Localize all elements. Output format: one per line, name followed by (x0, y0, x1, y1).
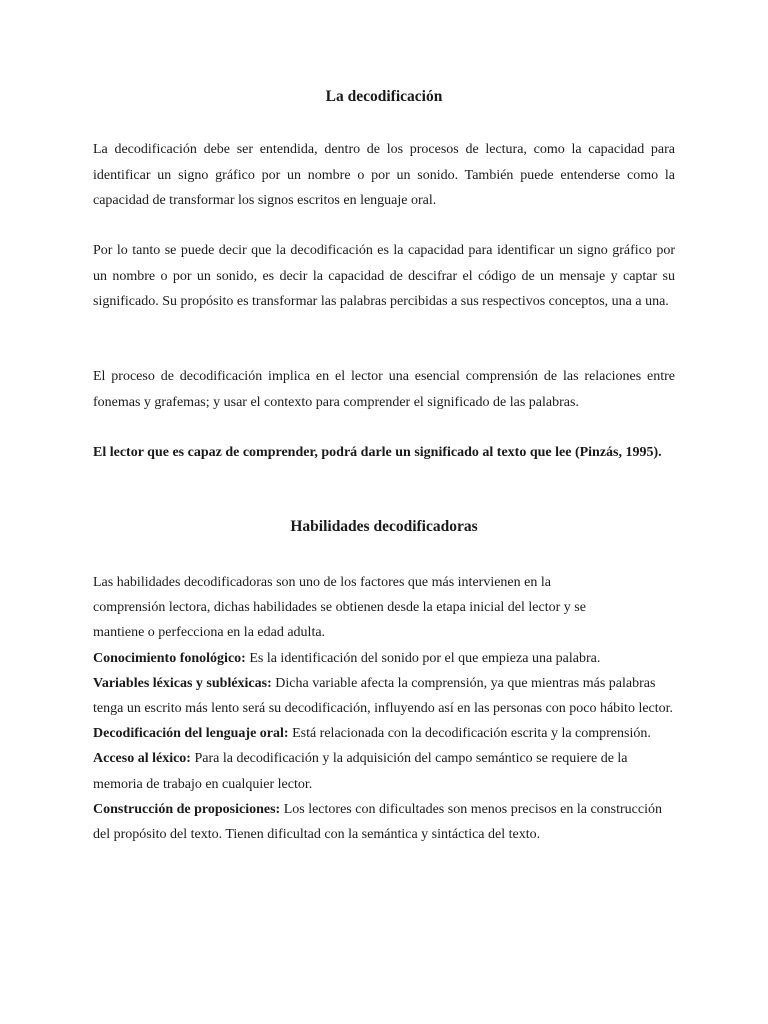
item-text: Es la identificación del sonido por el que empieza una palabra. (245, 650, 601, 666)
item-term: Acceso al léxico: (93, 751, 191, 767)
item-text: Para la decodificación y la adquisición del campo semántico se requiere de la memoria de trabajo en cualquier lector. (93, 751, 628, 792)
section-title: Habilidades decodificadoras (290, 518, 478, 535)
list-item (93, 646, 675, 671)
document-title: La decodificación (325, 88, 443, 105)
paragraph-purpose: Por lo tanto se puede decir que la decodificación es la capacidad para identificar un signo gráfico por un nombre o por un sonido, es decir la capacidad de descifrar el código de un mensaje y captar su significado. Su propósito es transformar las palabras percibidas a sus respectivos conceptos, una a una. (93, 243, 675, 309)
skills-intro: Las habilidades decodificadoras son uno de los factores que más intervienen en la comprensión lectora, dichas habilidades se obtienen desde la etapa inicial del lector y se mantiene o perfecciona en la edad adulta. (93, 575, 586, 641)
item-term: Decodificación del lenguaje oral: (93, 726, 289, 742)
paragraph-definition: La decodificación debe ser entendida, dentro de los procesos de lectura, como la capacidad para identificar un signo gráfico por un nombre o por un sonido. También puede entenderse como la capacidad de transformar los signos escritos en lenguaje oral. (93, 142, 675, 208)
list-item (93, 671, 675, 721)
item-term: Construcción de proposiciones: (93, 801, 281, 817)
item-text: Los lectores con dificultades son menos precisos en la construcción del propósito del texto. Tienen dificultad con la semántica y sintáctica del texto. (93, 801, 662, 843)
paragraph-quote: El lector que es capaz de comprender, podrá darle un significado al texto que lee (Pinzás, 1995). (93, 445, 662, 460)
paragraph-process: El proceso de decodificación implica en el lector una esencial comprensión de las relaciones entre fonemas y grafemas; y usar el contexto para comprender el significado de las palabras. (93, 369, 675, 410)
item-text: Está relacionada con la decodificación escrita y la comprensión. (288, 726, 651, 742)
skills-list (93, 570, 675, 847)
item-term: Conocimiento fonológico: (93, 650, 246, 666)
list-item (93, 746, 675, 796)
item-text: Dicha variable afecta la comprensión, ya que mientras más palabras tenga un escrito más lento será su decodificación, influyendo así en las personas con poco hábito lector. (93, 675, 674, 717)
list-item (93, 721, 675, 746)
list-item (93, 797, 675, 847)
item-term: Variables léxicas y subléxicas: (93, 675, 272, 691)
